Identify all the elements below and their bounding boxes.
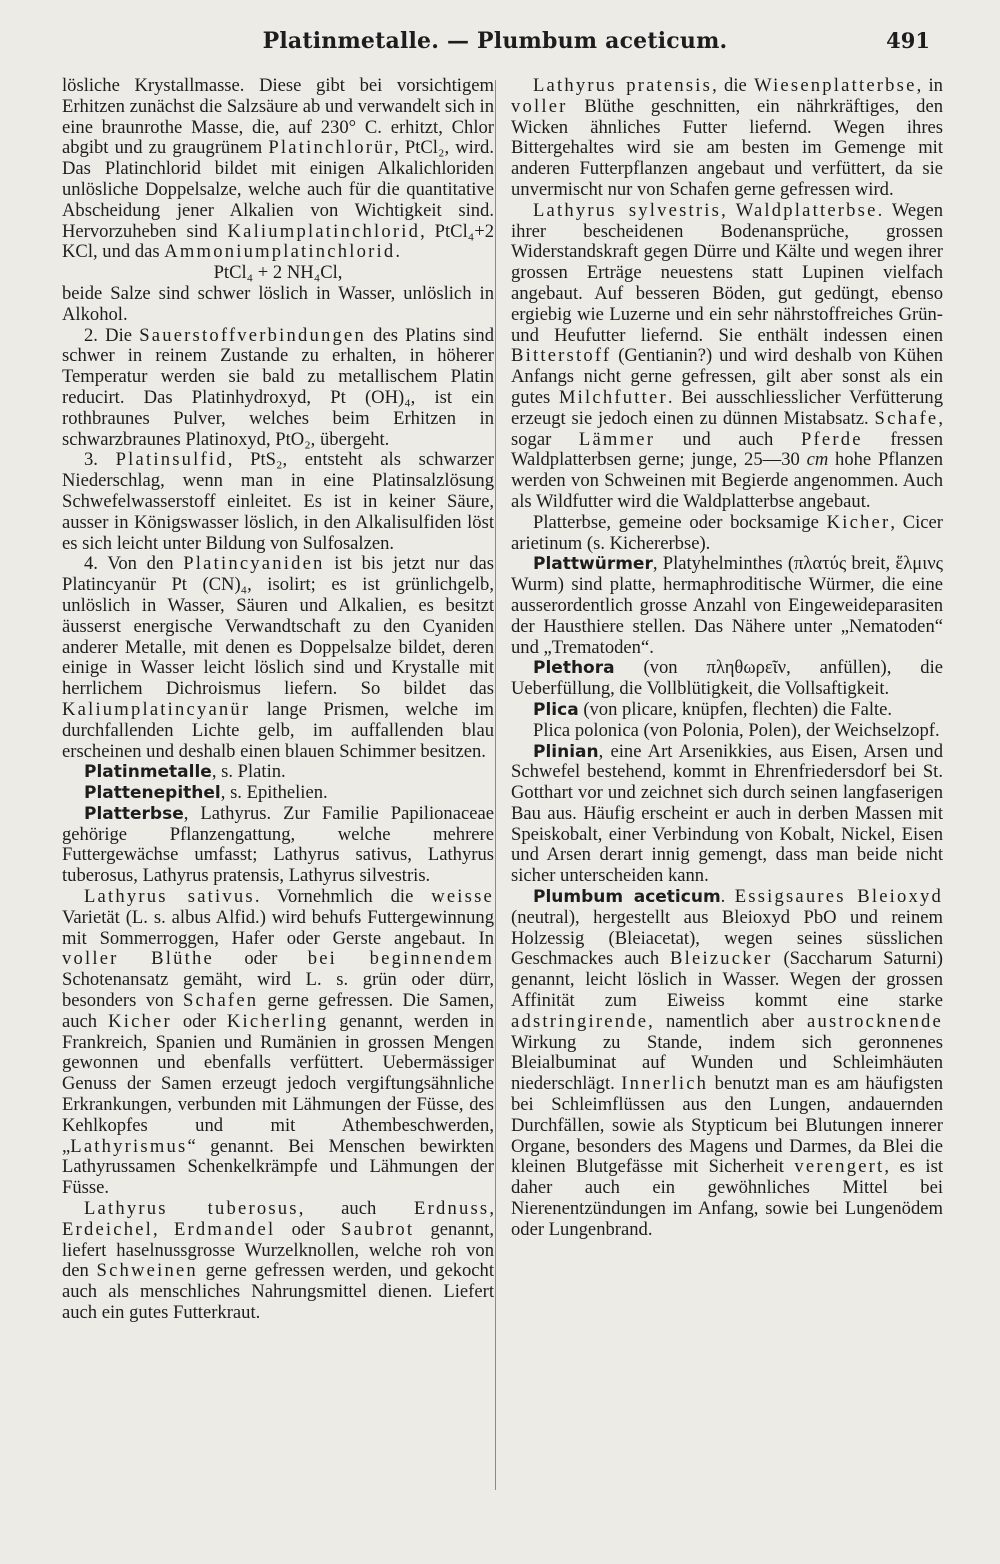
- text-run: 3.: [84, 449, 116, 471]
- left-column: [62, 76, 494, 1516]
- spaced-term: Platincyaniden: [183, 553, 325, 575]
- column-divider: [495, 80, 496, 1490]
- text-run: Plica polonica (von Polonia, Polen), der Weichselzopf.: [533, 719, 940, 741]
- entry-plattwuermer: [511, 554, 943, 658]
- spaced-term: Kicher: [108, 1010, 172, 1032]
- text-run: .: [720, 886, 735, 908]
- text-run: , die: [712, 76, 755, 96]
- spaced-term: voller: [511, 95, 568, 117]
- spaced-term: Wiesenplatterbse: [754, 76, 917, 96]
- spaced-term: Saubrot: [340, 1218, 415, 1240]
- text-run: ist bis jetzt nur das Platincyanür Pt (CN)₄, isolirt; es ist grünlichgelb, unlöslich in Wasser, Säuren und Alkalien, es besitzt äusserst energische Verwandtschaft zu den Cyaniden anderer Metalle, mit denen es Doppelsalze bildet, deren einige in Wasser leicht löslich sind und Krystalle mit herrlichem Dichroismus liefern. So bildet das: [62, 553, 494, 700]
- entry-lemma: Platterbse: [84, 803, 184, 824]
- text-run: 4. Von den: [84, 553, 184, 575]
- spaced-term: Kicher: [826, 511, 891, 533]
- text-run: . Vornehmlich die: [254, 886, 432, 908]
- spaced-term: Lathyrus sylvestris: [533, 199, 722, 221]
- text-run: , es ist daher auch ein gewöhnliches Mittel bei Nierenentzündungen im Anfang, sowie bei Lungenödem oder Lungenbrand.: [511, 1156, 943, 1240]
- text-run: lange Prismen, welche im durchfallenden Lichte gelb, im auffallenden blau erscheinen und deshalb einen blauen Schimmer besitzen.: [62, 698, 494, 762]
- spaced-term: Lathyrus pratensis: [533, 76, 713, 96]
- text-run: ,: [153, 1218, 174, 1240]
- text-run: . Bei ausschliesslicher Verfütterung erzeugt sie jedoch einen zu dünnen Mistabsatz.: [511, 386, 943, 429]
- spaced-term: Erdeichel: [62, 1218, 154, 1240]
- spaced-term: Erdnuss: [414, 1198, 490, 1220]
- paragraph-kicher: [511, 513, 943, 555]
- text-run: , s. Platin.: [211, 761, 286, 783]
- text-run: . Wegen ihrer bescheidenen Bodenansprüche, grossen Widerstandskraft gegen Dürre und Kälte und wegen ihrer grossen Erträge neuestens statt Lupinen vielfach angebaut. Auf besseren Böden, gut gedüngt, ebenso ergiebig wie Luzerne und ein sehr nährstoffreiches Grün- und Heufutter liefernd. Sie enthält indessen einen: [511, 199, 943, 346]
- spaced-term: Erdmandel: [173, 1218, 276, 1240]
- entry-plinian: [511, 742, 943, 888]
- text-run: oder: [275, 1218, 341, 1240]
- spaced-term: Essigsaures Bleioxyd: [734, 886, 943, 908]
- spaced-term: Lathyrus tuberosus: [84, 1198, 299, 1220]
- entry-lemma: Plica: [533, 699, 579, 720]
- text-run: (Gentianin?) und wird deshalb von Kühen Anfangs nicht gerne gefressen, gilt aber sonst als ein gutes: [511, 345, 943, 408]
- text-run: des Platins sind schwer in reinem Zustande zu erhalten, in höherer Temperatur werden sie bald zu metallischem Platin reducirt. Das Platinhydroxyd, Pt (OH)₄, ist ein rothbraunes Pulver, welches beim Erhitzen in schwarzbraunes Platinoxyd, PtO₂, übergeht.: [62, 324, 494, 450]
- spaced-term: austrocknende: [807, 1010, 943, 1032]
- text-run: , Platyhelminthes (πλατύς breit, ἕλμινς Wurm) sind platte, hermaphroditische Würmer, die eine ausserordentlich grosse Anzahl von Eingeweideparasiten der Hausthiere stellen. Das Nähere unter „Nematoden“ und „Trematoden“.: [511, 553, 943, 658]
- spaced-term: Bitterstoff: [511, 345, 612, 367]
- text-run: oder: [213, 948, 308, 970]
- text-run: , Cicer arietinum (s. Kichererbse).: [511, 511, 943, 554]
- text-run: gerne gefressen werden, und gekocht auch als menschliches Nahrungsmittel dienen. Liefert auch ein gutes Futterkraut.: [62, 1260, 494, 1324]
- text-run: Schotenansatz gemäht, wird L. s. grün oder dürr, besonders von: [62, 969, 494, 1012]
- text-run: , s. Epithelien.: [220, 782, 328, 804]
- entry-platterbse: [62, 804, 494, 887]
- entry-platinmetalle: [62, 762, 494, 783]
- entry-plica: [511, 700, 943, 721]
- text-run: , in: [916, 76, 943, 96]
- text-run: gerne gefressen. Die Samen, auch: [62, 990, 494, 1032]
- text-run: Platterbse, gemeine oder bocksamige: [533, 511, 827, 533]
- text-run: Wirkung zu Stande, indem sich geronnenes Bleialbuminat auf Wunden und Schleimhäuten niederschlägt.: [511, 1031, 943, 1095]
- spaced-term: Platinsulfid: [115, 449, 228, 471]
- text-run: ,: [721, 199, 736, 221]
- paragraph-platinchlorid: [62, 76, 494, 263]
- text-run: und auch: [655, 428, 801, 450]
- text-run: oder: [171, 1010, 227, 1032]
- right-column: [511, 76, 943, 1516]
- spaced-term: Sauerstoffverbindungen: [139, 324, 366, 346]
- text-run: , Lathyrus. Zur Familie Papilionaceae gehörige Pflanzengattung, welche mehrere Futtergewächse umfasst; Lathyrus sativus, Lathyrus tuberosus, Lathyrus pratensis, Lathyrus silvestris.: [62, 802, 494, 887]
- entry-plumbum-aceticum: [511, 887, 943, 1241]
- spaced-term: Lämmer: [578, 428, 656, 450]
- paragraph-sauerstoff: [62, 326, 494, 451]
- paragraph-lathyrus-sativus: [62, 887, 494, 1199]
- spaced-term: Ammoniumplatinchlorid: [164, 241, 396, 263]
- formula-line: [62, 263, 494, 284]
- text-run: fressen Waldplatterbsen gerne; junge, 25—30: [511, 428, 943, 471]
- text-run: .: [395, 241, 401, 263]
- spaced-term: verengert: [794, 1156, 885, 1178]
- text-run: , eine Art Arsenikkies, aus Eisen, Arsen und Schwefel bestehend, kommt in Ehrenfriedersdorf bei St. Gotthart vor und zeichnet sich durch seinen langfaserigen Bau aus. Häufig erscheint er auch in derben Massen mit Speiskobalt, einer Verbindung von Kobalt, Nickel, Eisen und Arsen derart innig gemengt, dass man beide nicht sicher unterscheiden kann.: [511, 740, 943, 887]
- text-run: , namentlich aber: [648, 1010, 807, 1032]
- spaced-term: Kicherling: [226, 1010, 329, 1032]
- text-run: genannt, liefert haselnussgrosse Wurzelknollen, welche roh von den: [62, 1218, 494, 1282]
- entry-lemma: Plattwürmer: [533, 554, 653, 575]
- spaced-term: Lathyrus sativus: [84, 886, 255, 908]
- entry-lemma: Plattenepithel: [84, 783, 221, 804]
- entry-plethora: [511, 658, 943, 700]
- entry-lemma: Plethora: [533, 658, 615, 679]
- text-run: 2. Die: [84, 324, 140, 346]
- spaced-term: Platinchlorür: [268, 137, 395, 159]
- running-header: [60, 22, 930, 62]
- text-run: PtCl₄ + 2 NH₄Cl,: [213, 262, 343, 284]
- text-run: genannt, werden in Frankreich, Spanien und Rumänien in grossen Mengen gewonnen und ebenfalls verfüttert. Uebermässiger Genuss der Samen erzeugt jedoch vergiftungsähnliche Erkrankungen, verbunden mit Lähmungen der Füsse, des Kehlkopfes und mit Athembeschwerden, „: [62, 1010, 494, 1157]
- paragraph-salze: [62, 284, 494, 326]
- spaced-term: Kaliumplatincyanür: [62, 698, 251, 720]
- text-run: beide Salze sind schwer löslich in Wasser, unlöslich in Alkohol.: [62, 282, 494, 325]
- entry-plattenepithel: [62, 783, 494, 804]
- entry-lemma: Plumbum aceticum: [533, 887, 721, 908]
- spaced-term: voller Blüthe: [62, 948, 214, 970]
- spaced-term: Milchfutter: [558, 386, 668, 408]
- text-run: cm: [806, 449, 829, 471]
- text-run: , auch: [298, 1198, 415, 1220]
- text-run: , PtCl₂, wird. Das Platinchlorid bildet mit einigen Alkalichloriden unlösliche Doppelsalze, welche auch für die quantitative Abscheidung jener Alkalien von Wichtigkeit sind. Hervorzuheben sind: [62, 137, 494, 242]
- text-run: (Saccharum Saturni) genannt, leicht löslich in Wasser. Wegen der grossen Affinität zum Eiweiss kommt eine starke: [511, 948, 943, 1012]
- spaced-term: Schafe: [874, 407, 939, 429]
- spaced-term: Waldplatterbse: [735, 199, 878, 221]
- spaced-term: Kaliumplatinchlorid: [227, 220, 421, 242]
- text-run: , PtS₂, entsteht als schwarzer Niederschlag, wenn man in eine Platinsalzlösung Schwefelwasserstoff einleitet. Es ist in keiner Säure, ausser in Königswasser löslich, in den Alkalisulfiden löst es sich leicht unter Bildung von Sulfosalzen.: [62, 449, 494, 554]
- entry-lemma: Plinian: [533, 741, 599, 762]
- text-run: , PtCl₄+2 KCl, und das: [62, 220, 494, 263]
- running-title: Platinmetalle. — Plumbum aceticum.: [262, 28, 728, 54]
- text-run: ,: [489, 1198, 494, 1220]
- spaced-term: weisse: [431, 886, 494, 908]
- spaced-term: Innerlich: [621, 1073, 709, 1095]
- spaced-term: bei beginnendem: [307, 948, 494, 970]
- spaced-term: adstringirende: [511, 1010, 649, 1032]
- text-run: benutzt man es am häufigsten bei Schleimflüssen aus den Lungen, andauernden Durchfällen, sowie als Stypticum bei Blutungen innerer Organe, besonders des Magens und Darmes, da Blei die kleinen Blutgefässe mit Sicherheit: [511, 1073, 943, 1178]
- spaced-term: Lathyrismus: [70, 1135, 188, 1157]
- text-run: hohe Pflanzen werden von Schweinen mit Begierde angenommen. Auch als Wildfutter wird die Waldplatterbse angebaut.: [511, 449, 943, 512]
- text-run: “ genannt. Bei Menschen bewirkten Lathyrussamen Schenkelkrämpfe und Lähmungen der Füsse.: [62, 1135, 494, 1199]
- paragraph-plica-polonica: [511, 721, 943, 742]
- page-number: 491: [886, 28, 930, 53]
- text-run: (von plicare, knüpfen, flechten) die Falte.: [578, 698, 893, 720]
- paragraph-platincyanide: [62, 554, 494, 762]
- spaced-term: Pferde: [800, 428, 863, 450]
- text-run: Varietät (L. s. albus Alfid.) wird behufs Futtergewinnung mit Sommerroggen, Hafer oder Gerste angebaut. In: [62, 906, 494, 949]
- text-run: (von πληθωρεῖν, anfüllen), die Ueberfüllung, die Vollblütigkeit, die Vollsaftigkeit.: [511, 657, 943, 700]
- text-run: , sogar: [511, 407, 943, 450]
- spaced-term: Schafen: [182, 990, 259, 1012]
- entry-lemma: Platinmetalle: [84, 762, 212, 783]
- paragraph-lathyrus-tuberosus: [62, 1199, 494, 1324]
- paragraph-lathyrus-sylvestris: [511, 201, 943, 513]
- spaced-term: Schweinen: [96, 1260, 198, 1282]
- spaced-term: Bleizucker: [670, 948, 773, 970]
- text-run: lösliche Krystallmasse. Diese gibt bei vorsichtigem Erhitzen zunächst die Salzsäure ab und verwandelt sich in eine braunrothe Masse, die, auf 230° C. erhitzt, Chlor abgibt und zu graugrünem: [62, 76, 494, 159]
- text-run: Blüthe geschnitten, ein nährkräftiges, den Wicken ähnliches Futter liefernd. Wegen ihres Bittergehaltes wird sie am besten im Gemenge mit anderen Futterpflanzen angebaut und verfüttert, da sie unvermischt nur von Schafen gerne gefressen wird.: [511, 95, 943, 200]
- paragraph-platinsulfid: [62, 450, 494, 554]
- text-run: (neutral), hergestellt aus Bleioxyd PbO und reinem Holzessig (Bleiacetat), wegen seines süsslichen Geschmackes auch: [511, 906, 943, 970]
- paragraph-lathyrus-pratensis: [511, 76, 943, 201]
